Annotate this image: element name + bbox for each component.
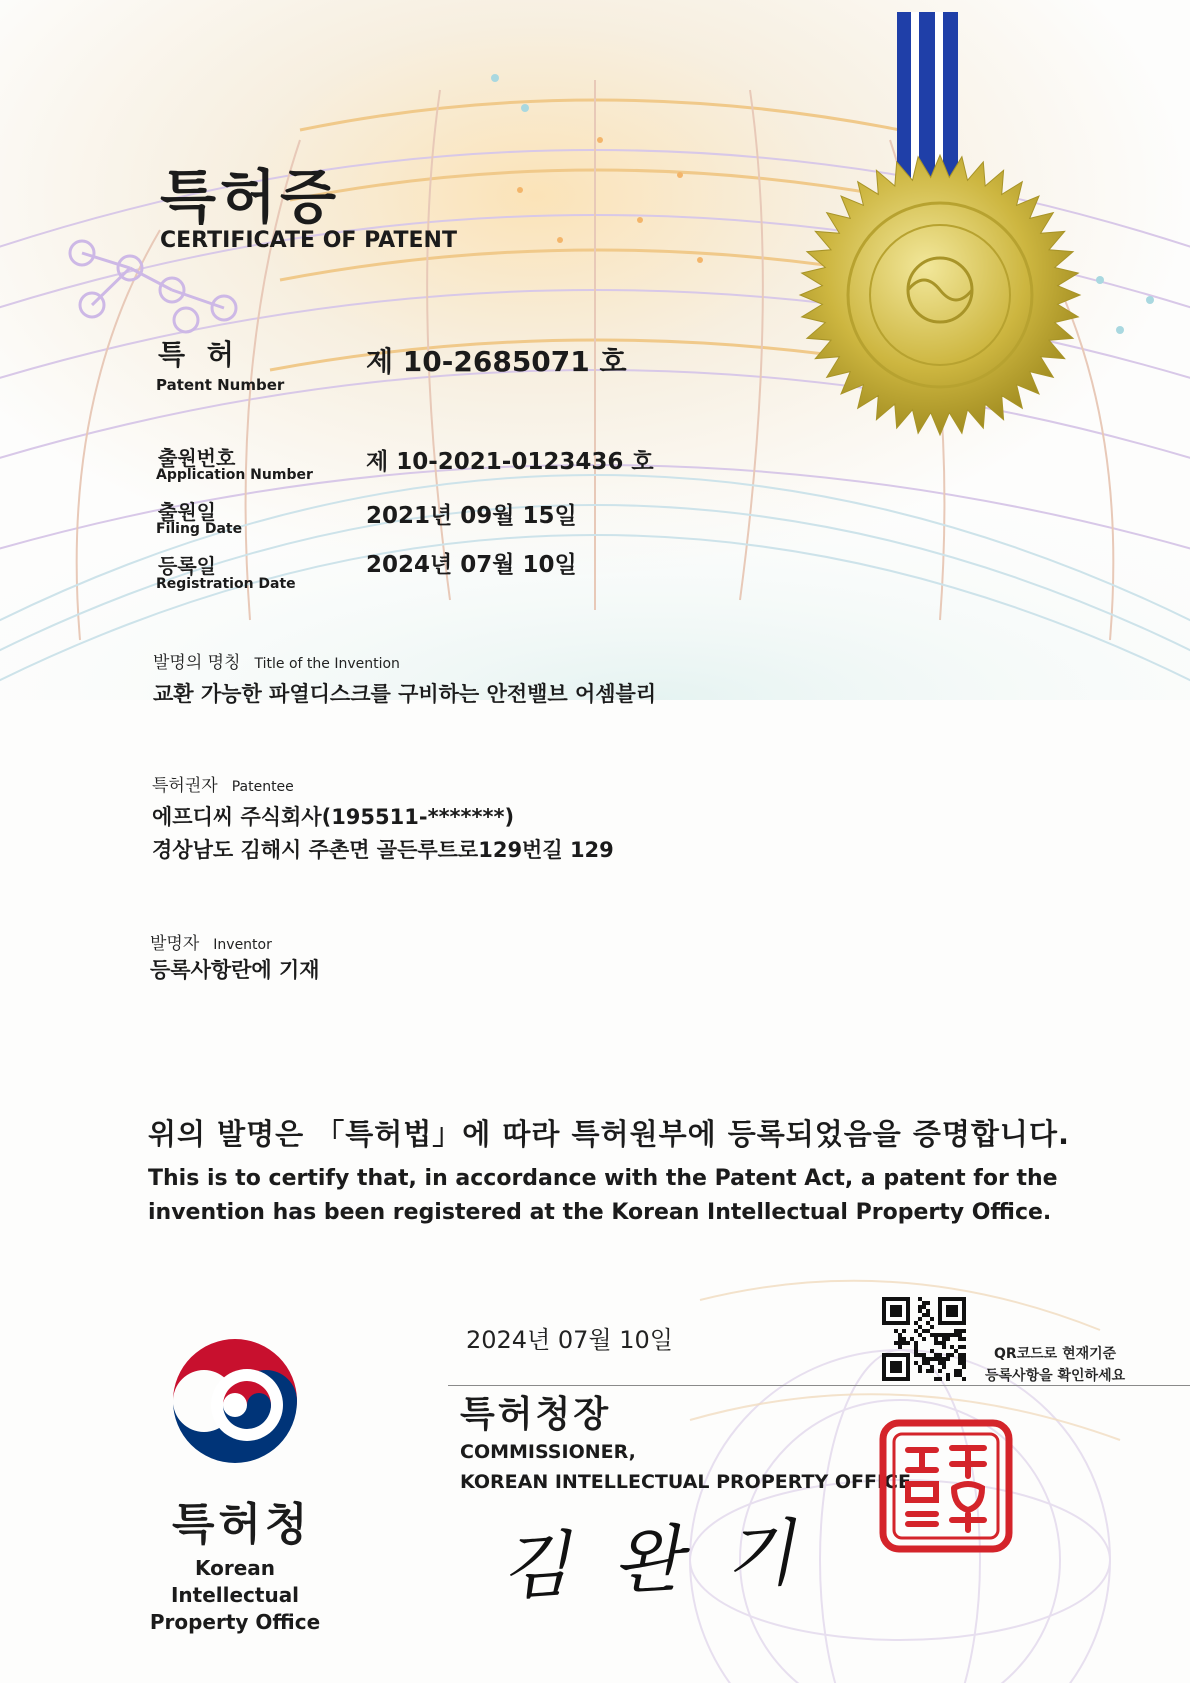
- filing-date-value: 2021년 09월 15일: [366, 503, 577, 529]
- taegeuk-logo-icon: [164, 1330, 306, 1472]
- certification-statement-kr: 위의 발명은 「특허법」에 따라 특허원부에 등록되었음을 증명합니다.: [148, 1117, 1070, 1151]
- commissioner-title-kr: 특허청장: [460, 1394, 612, 1435]
- commissioner-title-en-line1: COMMISSIONER,: [460, 1441, 636, 1463]
- inventor-value: 등록사항란에 기재: [150, 958, 320, 982]
- registration-date-label-en: Registration Date: [156, 576, 296, 592]
- patentee-label: [152, 771, 294, 796]
- patent-number-label-kr: 특 허: [158, 338, 240, 371]
- qr-note: [985, 1343, 1125, 1387]
- official-stamp-icon: [878, 1418, 1014, 1554]
- patent-number-label-en: Patent Number: [156, 376, 285, 394]
- patentee-address: 경상남도 김해시 주촌면 골든루트로129번길 129: [152, 838, 614, 862]
- registration-date-label-kr: 등록일: [158, 554, 216, 578]
- certification-statement-en: [148, 1162, 1088, 1230]
- patentee-label-kr: 특허권자: [152, 776, 218, 796]
- gold-seal-icon: [800, 155, 1080, 435]
- inventor-label: [150, 929, 272, 954]
- office-name-en-line2: Property Office: [149, 1610, 321, 1634]
- inventor-label-kr: 발명자: [150, 934, 200, 954]
- qr-code-icon[interactable]: [882, 1297, 970, 1383]
- patent-number-value: 제 10-2685071 호: [366, 345, 627, 378]
- issue-date: 2024년 07월 10일: [466, 1326, 673, 1354]
- certificate-title-en: CERTIFICATE OF PATENT: [160, 228, 457, 253]
- invention-title-value: 교환 가능한 파열디스크를 구비하는 안전밸브 어셈블리: [153, 682, 657, 706]
- invention-label: [153, 648, 400, 673]
- invention-label-en: Title of the Invention: [254, 656, 400, 672]
- certification-statement-en-line2: invention has been registered at the Korean Intellectual Property Office.: [148, 1200, 1052, 1225]
- office-name-kr: 특허청: [172, 1499, 312, 1550]
- patentee-label-en: Patentee: [231, 779, 294, 795]
- commissioner-signature: 김 완 기: [498, 1510, 807, 1610]
- application-number-label-kr: 출원번호: [158, 446, 236, 470]
- patentee-name: 에프디씨 주식회사(195511-*******): [152, 805, 515, 829]
- certificate-title-kr: 특허증: [160, 163, 341, 231]
- registration-date-value: 2024년 07월 10일: [366, 552, 577, 578]
- application-number-label-en: Application Number: [156, 467, 313, 483]
- commissioner-title-en-line2: KOREAN INTELLECTUAL PROPERTY OFFICE: [460, 1471, 911, 1493]
- qr-note-line2: 등록사항을 확인하세요: [985, 1368, 1126, 1384]
- inventor-label-en: Inventor: [213, 937, 272, 953]
- qr-note-line1: QR코드로 현재기준: [993, 1346, 1117, 1362]
- filing-date-label-en: Filing Date: [156, 521, 243, 537]
- invention-label-kr: 발명의 명칭: [153, 653, 241, 673]
- office-name-en-line1: Korean Intellectual: [170, 1556, 300, 1607]
- commissioner-title-en: [460, 1437, 911, 1497]
- office-name-en: [130, 1555, 340, 1636]
- application-number-value: 제 10-2021-0123436 호: [366, 449, 654, 475]
- filing-date-label-kr: 출원일: [158, 500, 216, 524]
- certification-statement-en-line1: This is to certify that, in accordance with the Patent Act, a patent for the: [148, 1166, 1058, 1191]
